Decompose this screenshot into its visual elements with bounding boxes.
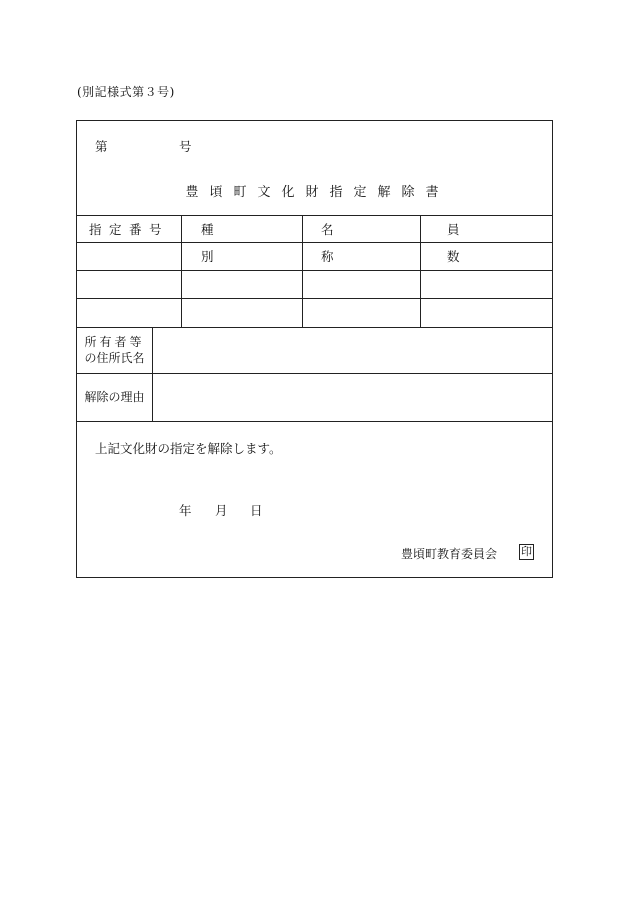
header-category (201, 216, 283, 264)
reason-label: 解除の理由 (84, 390, 145, 404)
row1-quantity-cell[interactable] (421, 243, 552, 270)
row3-designation-number-cell[interactable] (77, 299, 181, 327)
header-quantity (447, 216, 529, 264)
reason-bottom-rule (77, 421, 552, 422)
row1-category-cell[interactable] (182, 243, 302, 270)
date-month-label: 月 (215, 503, 228, 518)
owner-label-line2: の住所氏名 (84, 351, 145, 365)
owner-address-name-field[interactable] (153, 328, 552, 373)
row1-name-cell[interactable] (303, 243, 420, 270)
cancellation-form (76, 120, 553, 578)
form-number-label: (別記様式第３号) (77, 85, 175, 99)
row2-quantity-cell[interactable] (421, 271, 552, 298)
row3-name-cell[interactable] (303, 299, 420, 327)
header-name-text: 名称 (321, 222, 390, 264)
row3-quantity-cell[interactable] (421, 299, 552, 327)
reason-field[interactable] (153, 374, 552, 421)
row1-designation-number-cell[interactable] (77, 243, 181, 270)
row2-name-cell[interactable] (303, 271, 420, 298)
header-name (321, 216, 403, 264)
date-day-label: 日 (250, 503, 263, 518)
document-title: 豊頃町文化財指定解除書 (185, 185, 450, 200)
document-number-suffix: 号 (179, 139, 192, 154)
row2-category-cell[interactable] (182, 271, 302, 298)
owner-label (77, 334, 152, 366)
row2-designation-number-cell[interactable] (77, 271, 181, 298)
cancellation-statement: 上記文化財の指定を解除します。 (95, 441, 282, 456)
owner-label-line1: 所有者等 (84, 335, 145, 349)
issuer-name: 豊頃町教育委員会 (401, 547, 498, 561)
header-designation-number: 指定番号 (89, 222, 170, 237)
document-number-prefix: 第 (95, 139, 108, 154)
header-quantity-text: 員数 (447, 222, 516, 264)
row3-category-cell[interactable] (182, 299, 302, 327)
seal-mark: 印 (521, 545, 532, 558)
date-year-label: 年 (179, 503, 192, 518)
header-category-text: 種別 (201, 222, 270, 264)
